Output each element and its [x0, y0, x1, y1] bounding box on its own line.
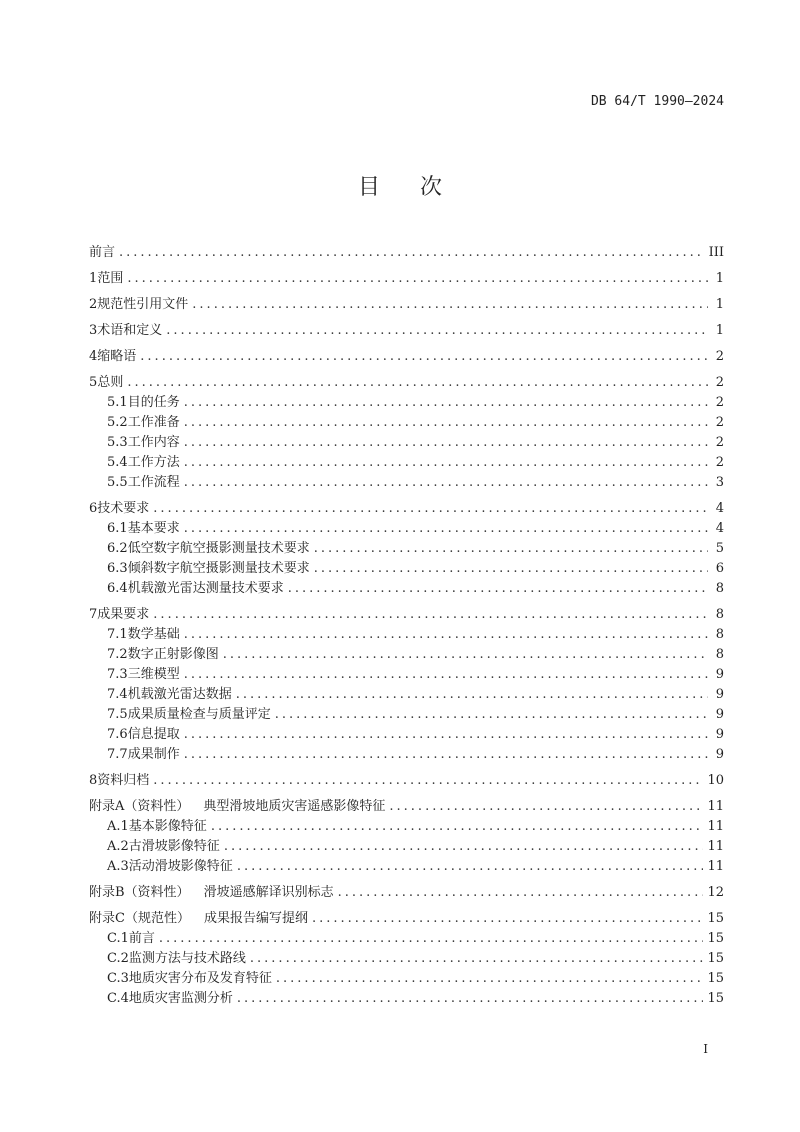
toc-entry-page: 6	[715, 561, 724, 576]
toc-entry-number: 6.1	[107, 521, 128, 536]
toc-entry-page: 11	[707, 819, 724, 834]
toc-entry-label: 基本影像特征	[128, 819, 207, 834]
toc-entry[interactable]	[89, 539, 724, 559]
toc-entry-label: 成果制作	[127, 747, 180, 762]
table-of-contents	[89, 243, 724, 1009]
toc-entry[interactable]	[89, 929, 724, 949]
toc-entry-page: 10	[707, 773, 724, 788]
dot-leader	[153, 605, 708, 625]
toc-entry-page: 11	[707, 839, 724, 854]
dot-leader	[224, 837, 704, 857]
toc-entry-label: 倾斜数字航空摄影测量技术要求	[127, 561, 310, 576]
dot-leader	[184, 473, 708, 493]
dot-leader	[276, 969, 704, 989]
toc-entry-label: 信息提取	[127, 727, 180, 742]
toc-entry-label: 成果质量检查与质量评定	[127, 707, 271, 722]
toc-entry-page: 9	[715, 687, 724, 702]
toc-entry[interactable]	[89, 625, 724, 645]
toc-entry-number: 7.5	[107, 707, 128, 722]
page-number: I	[703, 1042, 708, 1056]
dot-leader	[127, 269, 708, 289]
dot-leader	[236, 685, 708, 705]
toc-entry-number: A.2	[107, 839, 129, 854]
dot-leader	[312, 909, 703, 929]
dot-leader	[184, 393, 708, 413]
toc-entry-page: 1	[715, 323, 724, 338]
toc-entry-label: 工作内容	[127, 435, 180, 450]
dot-leader	[237, 989, 704, 1009]
toc-entry[interactable]	[89, 837, 724, 857]
toc-entry[interactable]	[89, 321, 724, 341]
dot-leader	[184, 433, 708, 453]
toc-entry[interactable]	[89, 347, 724, 367]
dot-leader	[314, 559, 708, 579]
toc-entry[interactable]	[89, 797, 724, 817]
toc-entry-page: 5	[715, 541, 724, 556]
toc-entry[interactable]	[89, 473, 724, 493]
toc-entry-label: 数字正射影像图	[127, 647, 219, 662]
toc-entry-number: C.1	[107, 931, 129, 946]
dot-leader	[314, 539, 708, 559]
toc-entry-page: 9	[715, 667, 724, 682]
dot-leader	[184, 625, 708, 645]
toc-entry-number: 附录A（资料性）	[89, 799, 190, 814]
toc-entry-number: 7.6	[107, 727, 128, 742]
toc-entry-number: 2	[89, 297, 98, 312]
toc-entry-number: 附录B（资料性）	[89, 885, 190, 900]
toc-entry-page: 15	[707, 951, 724, 966]
toc-entry-page: 2	[715, 435, 724, 450]
toc-entry-number: 6	[89, 501, 98, 516]
toc-entry-number: 6.4	[107, 581, 128, 596]
dot-leader	[153, 499, 708, 519]
toc-entry[interactable]	[89, 579, 724, 599]
toc-entry[interactable]	[89, 499, 724, 519]
toc-entry[interactable]	[89, 745, 724, 765]
toc-entry[interactable]	[89, 725, 724, 745]
toc-entry-label: 缩略语	[97, 349, 137, 364]
toc-entry-label: 三维模型	[127, 667, 180, 682]
dot-leader	[184, 725, 708, 745]
toc-entry[interactable]	[89, 413, 724, 433]
toc-entry-label: 前言	[89, 245, 116, 260]
toc-entry-label: 工作流程	[127, 475, 180, 490]
toc-entry-page: 15	[707, 911, 724, 926]
toc-entry-number: 1	[89, 271, 98, 286]
toc-entry-number: C.2	[107, 951, 129, 966]
toc-entry-number: 8	[89, 773, 98, 788]
toc-entry-label: 术语和定义	[97, 323, 163, 338]
toc-entry-label: 滑坡遥感解译识别标志	[203, 885, 334, 900]
dot-leader	[184, 413, 708, 433]
toc-entry-page: 9	[715, 707, 724, 722]
toc-entry-label: 成果报告编写提纲	[203, 911, 308, 926]
toc-entry-label: 总则	[97, 375, 124, 390]
toc-entry-label: 机载激光雷达数据	[127, 687, 232, 702]
toc-entry-label: 前言	[128, 931, 155, 946]
toc-entry-number: 5	[89, 375, 98, 390]
toc-entry-page: 8	[715, 581, 724, 596]
toc-entry-page: 9	[715, 747, 724, 762]
standard-number: DB 64/T 1990—2024	[590, 94, 724, 109]
toc-entry-label: 古滑坡影像特征	[128, 839, 220, 854]
toc-entry-number: 5.5	[107, 475, 128, 490]
toc-entry-page: 9	[715, 727, 724, 742]
toc-entry[interactable]	[89, 857, 724, 877]
toc-entry-number: C.4	[107, 991, 129, 1006]
dot-leader	[140, 347, 708, 367]
toc-entry-page: 2	[715, 395, 724, 410]
toc-entry-label: 监测方法与技术路线	[128, 951, 246, 966]
toc-entry-label: 成果要求	[97, 607, 150, 622]
dot-leader	[119, 243, 705, 263]
toc-entry[interactable]	[89, 269, 724, 289]
toc-entry-page: 15	[707, 971, 724, 986]
toc-entry-label: 地质灾害分布及发育特征	[128, 971, 272, 986]
toc-entry[interactable]	[89, 705, 724, 725]
toc-entry[interactable]	[89, 519, 724, 539]
dot-leader	[275, 705, 708, 725]
toc-entry-page: 1	[715, 271, 724, 286]
toc-entry-number: 6.3	[107, 561, 128, 576]
dot-leader	[184, 519, 708, 539]
toc-entry-label: 基本要求	[127, 521, 180, 536]
toc-entry-label: 典型滑坡地质灾害遥感影像特征	[203, 799, 386, 814]
toc-entry[interactable]	[89, 817, 724, 837]
dot-leader	[184, 665, 708, 685]
toc-entry[interactable]	[89, 949, 724, 969]
page-title: 目次	[357, 175, 482, 200]
toc-entry[interactable]	[89, 295, 724, 315]
toc-entry-page: 2	[715, 375, 724, 390]
toc-entry-page: 3	[715, 475, 724, 490]
toc-entry-label: 目的任务	[127, 395, 180, 410]
toc-entry-page: 11	[707, 859, 724, 874]
toc-entry-number: 附录C（规范性）	[89, 911, 190, 926]
toc-entry-label: 规范性引用文件	[97, 297, 189, 312]
toc-entry-page: 4	[715, 521, 724, 536]
toc-entry[interactable]	[89, 373, 724, 393]
toc-entry-number: C.3	[107, 971, 129, 986]
toc-entry-number: 5.2	[107, 415, 128, 430]
toc-entry-label: 工作方法	[127, 455, 180, 470]
toc-entry-page: 15	[707, 931, 724, 946]
toc-entry-label: 技术要求	[97, 501, 150, 516]
dot-leader	[184, 453, 708, 473]
toc-entry-number: 7.3	[107, 667, 128, 682]
toc-entry-number: 4	[89, 349, 98, 364]
toc-entry-number: 5.4	[107, 455, 128, 470]
toc-entry-label: 机载激光雷达测量技术要求	[127, 581, 284, 596]
dot-leader	[153, 771, 703, 791]
toc-entry[interactable]	[89, 559, 724, 579]
toc-entry-page: 2	[715, 349, 724, 364]
toc-entry-label: 地质灾害监测分析	[128, 991, 233, 1006]
toc-entry[interactable]	[89, 453, 724, 473]
dot-leader	[184, 745, 708, 765]
toc-entry[interactable]	[89, 433, 724, 453]
toc-entry-number: 7.2	[107, 647, 128, 662]
toc-entry-number: 7	[89, 607, 98, 622]
toc-entry-label: 范围	[97, 271, 124, 286]
dot-leader	[211, 817, 704, 837]
toc-entry-number: A.3	[107, 859, 129, 874]
toc-entry-page: 4	[715, 501, 724, 516]
toc-entry[interactable]	[89, 685, 724, 705]
toc-entry-page: 2	[715, 455, 724, 470]
dot-leader	[166, 321, 708, 341]
toc-entry[interactable]	[89, 771, 724, 791]
toc-entry-page: 8	[715, 607, 724, 622]
toc-entry[interactable]	[89, 883, 724, 903]
toc-entry[interactable]	[89, 243, 724, 263]
dot-leader	[159, 929, 704, 949]
toc-entry-page: 15	[707, 991, 724, 1006]
toc-entry-label: 低空数字航空摄影测量技术要求	[127, 541, 310, 556]
toc-entry-page: 2	[715, 415, 724, 430]
dot-leader	[250, 949, 704, 969]
toc-entry-number: A.1	[107, 819, 129, 834]
toc-entry-label: 工作准备	[127, 415, 180, 430]
toc-entry[interactable]	[89, 665, 724, 685]
toc-entry[interactable]	[89, 393, 724, 413]
toc-entry-label: 数学基础	[127, 627, 180, 642]
dot-leader	[338, 883, 704, 903]
toc-entry[interactable]	[89, 645, 724, 665]
toc-entry-number: 5.3	[107, 435, 128, 450]
toc-entry-page: 8	[715, 627, 724, 642]
dot-leader	[127, 373, 708, 393]
toc-entry-number: 7.4	[107, 687, 128, 702]
toc-entry-page: 8	[715, 647, 724, 662]
toc-entry-number: 5.1	[107, 395, 128, 410]
toc-entry-page: 11	[707, 799, 724, 814]
toc-entry-number: 3	[89, 323, 98, 338]
dot-leader	[288, 579, 708, 599]
dot-leader	[237, 857, 704, 877]
toc-entry-label: 资料归档	[97, 773, 150, 788]
toc-entry-number: 7.7	[107, 747, 128, 762]
toc-entry[interactable]	[89, 969, 724, 989]
toc-entry-page: 12	[707, 885, 724, 900]
dot-leader	[223, 645, 708, 665]
toc-entry-number: 6.2	[107, 541, 128, 556]
toc-entry-number: 7.1	[107, 627, 128, 642]
toc-entry-page: 1	[715, 297, 724, 312]
toc-entry[interactable]	[89, 909, 724, 929]
dot-leader	[192, 295, 708, 315]
toc-entry[interactable]	[89, 989, 724, 1009]
dot-leader	[389, 797, 703, 817]
toc-entry-label: 活动滑坡影像特征	[128, 859, 233, 874]
toc-entry-page: III	[708, 245, 724, 260]
toc-entry[interactable]	[89, 605, 724, 625]
